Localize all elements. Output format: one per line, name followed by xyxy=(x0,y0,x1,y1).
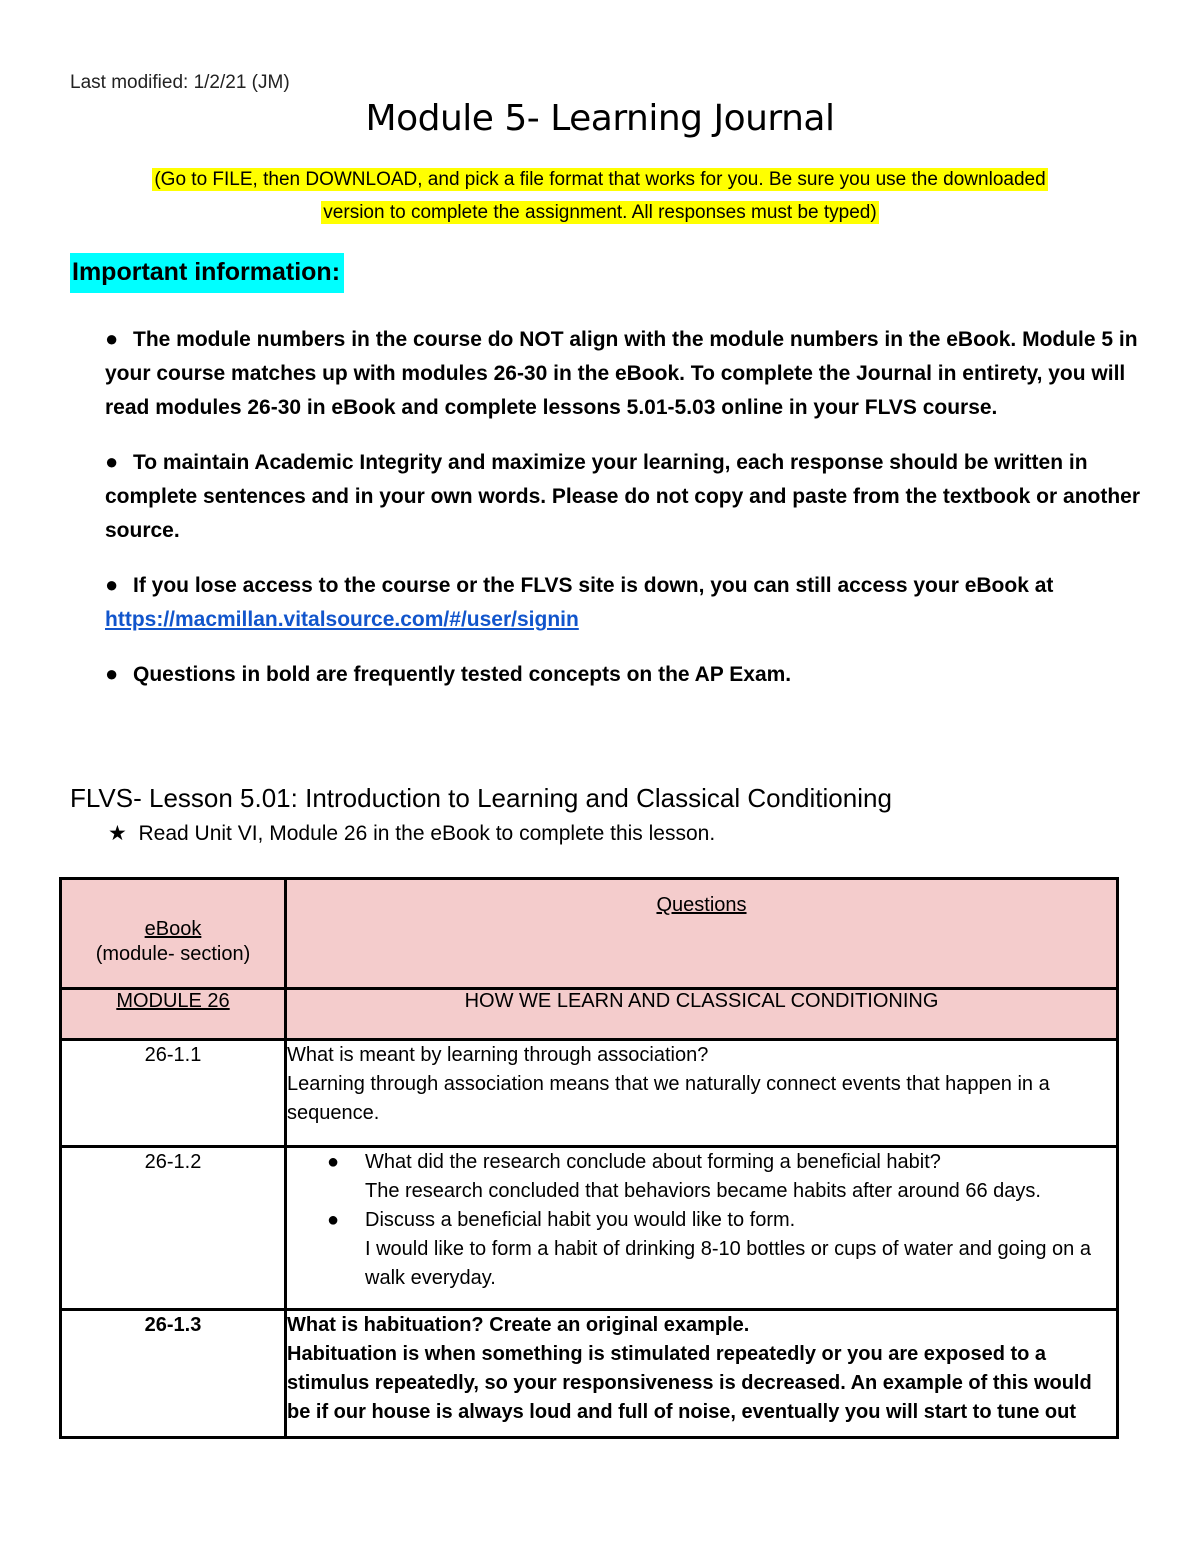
table-row xyxy=(61,1310,1118,1438)
section-cell: 26-1.1 xyxy=(61,1040,286,1147)
important-heading: Important information: xyxy=(70,253,344,293)
bullet-text: To maintain Academic Integrity and maximize your learning, each response should be written in complete sentences and in your own words. Please do not copy and paste from the textbook or another source. xyxy=(105,451,1141,542)
bullet-icon: ● xyxy=(105,661,119,686)
section-label: 26-1.3 xyxy=(144,1314,202,1336)
question-cell xyxy=(286,1147,1118,1310)
question-text: What is meant by learning through association? xyxy=(287,1044,709,1066)
header-ebook-sub: (module- section) xyxy=(95,942,251,965)
download-note-line2: version to complete the assignment. All responses must be typed) xyxy=(323,202,877,223)
header-ebook-cell xyxy=(61,879,286,989)
list-item xyxy=(105,445,1145,548)
journal-table xyxy=(59,877,1119,1439)
star-icon: ★ xyxy=(108,822,127,845)
section-cell: 26-1.2 xyxy=(61,1147,286,1310)
bullet-icon: ● xyxy=(105,572,119,597)
bullet-icon: ● xyxy=(105,449,119,474)
list-item xyxy=(105,322,1145,425)
module-title: HOW WE LEARN AND CLASSICAL CONDITIONING xyxy=(464,990,939,1012)
important-list xyxy=(105,322,1145,712)
module-row xyxy=(61,989,1118,1040)
question-cell xyxy=(286,1310,1118,1438)
lesson-heading xyxy=(70,780,892,816)
ebook-link[interactable]: https://macmillan.vitalsource.com/#/user/signin xyxy=(105,608,579,631)
download-note-line1: (Go to FILE, then DOWNLOAD, and pick a file format that works for you. Be sure you use the downloaded xyxy=(154,169,1046,190)
answer-text[interactable]: Learning through association means that we naturally connect events that happen in a sequence. xyxy=(287,1073,1050,1124)
section-cell xyxy=(61,1310,286,1438)
bullet-icon: ● xyxy=(327,1209,340,1231)
header-ebook: eBook xyxy=(144,917,202,940)
answer-text[interactable]: Habituation is when something is stimulated repeatedly or you are exposed to a stimulus repeatedly, so your responsiveness is decreased. An example of this would be if our house is always loud and full of noise, eventually you will start to tune out xyxy=(287,1343,1092,1423)
bullet-text: Questions in bold are frequently tested concepts on the AP Exam. xyxy=(133,663,792,686)
last-modified: Last modified: 1/2/21 (JM) xyxy=(70,72,290,93)
answer-text[interactable]: I would like to form a habit of drinking 8-10 bottles or cups of water and going on a walk everyday. xyxy=(365,1238,1091,1289)
answer-text[interactable]: The research concluded that behaviors became habits after around 66 days. xyxy=(365,1180,1041,1202)
question-text: What did the research conclude about forming a beneficial habit? xyxy=(365,1151,941,1173)
header-questions-cell xyxy=(286,879,1118,989)
question-text: Discuss a beneficial habit you would like to form. xyxy=(365,1209,796,1231)
instruction-text: Read Unit VI, Module 26 in the eBook to complete this lesson. xyxy=(138,822,716,845)
bullet-text: The module numbers in the course do NOT align with the module numbers in the eBook. Module 5 in your course matches up with modules 26-30 in the eBook. To complete the Journal in entirety, you will read modules 26-30 in eBook and complete lessons 5.01-5.03 online in your FLVS course. xyxy=(105,328,1138,419)
sub-question xyxy=(287,1148,1116,1206)
question-cell xyxy=(286,1040,1118,1147)
module-label-cell xyxy=(61,989,286,1040)
download-note xyxy=(150,163,1050,229)
lesson-instruction xyxy=(108,818,715,850)
table-header-row xyxy=(61,879,1118,989)
list-item xyxy=(105,568,1145,637)
lesson-title: Introduction to Learning and Classical Conditioning xyxy=(305,783,892,813)
header-questions: Questions xyxy=(656,894,747,916)
table-row xyxy=(61,1040,1118,1147)
table-row xyxy=(61,1147,1118,1310)
lesson-prefix: FLVS- Lesson 5.01: xyxy=(70,783,306,813)
module-title-cell xyxy=(286,989,1118,1040)
sub-question xyxy=(287,1206,1116,1293)
page-title: Module 5- Learning Journal xyxy=(365,98,835,139)
bullet-icon: ● xyxy=(327,1151,340,1173)
bullet-icon: ● xyxy=(105,326,119,351)
question-text: What is habituation? Create an original example. xyxy=(287,1314,750,1336)
list-item xyxy=(105,657,1145,692)
bullet-text: If you lose access to the course or the FLVS site is down, you can still access your eBook at xyxy=(133,574,1054,597)
module-label: MODULE 26 xyxy=(116,990,230,1012)
